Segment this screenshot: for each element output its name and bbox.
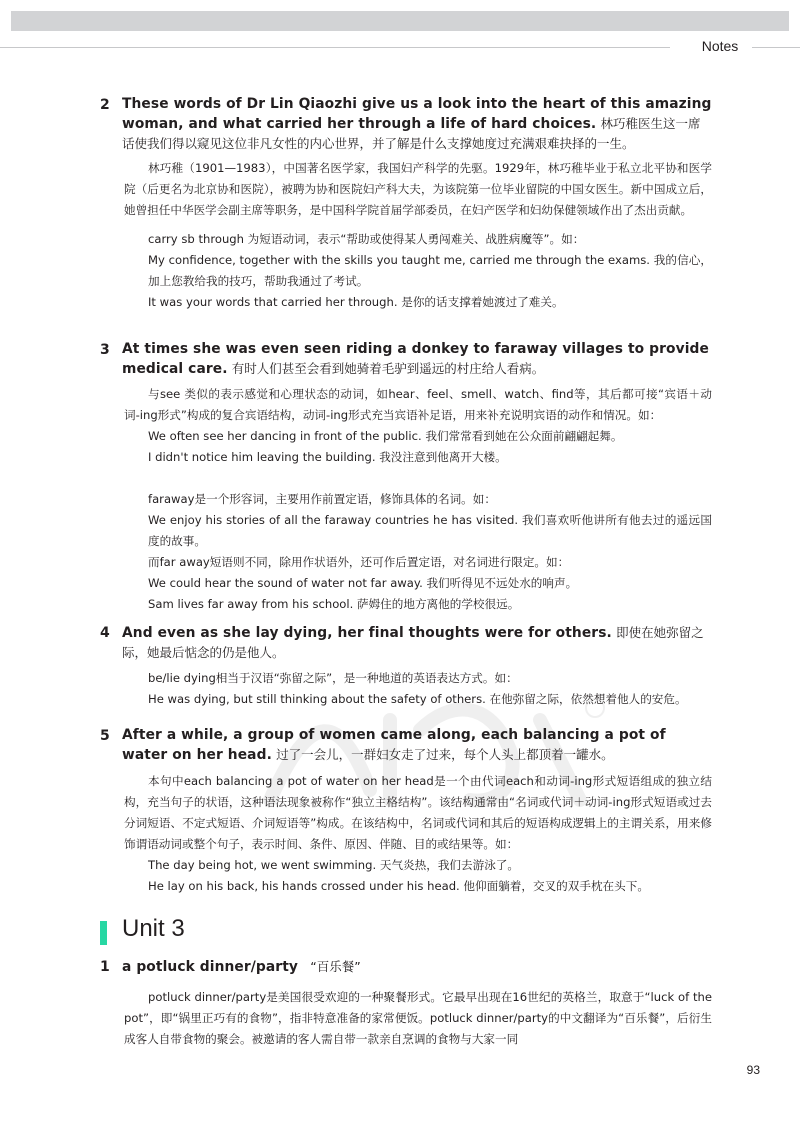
example-sentence: Sam lives far away from his school. 萨姆住的地方离他的学校很远。 — [148, 597, 520, 611]
heading-english: At times she was even seen riding a donkey to faraway villages to provide medical care. — [122, 341, 709, 377]
example-sentence: I didn't notice him leaving the building. 我没注意到他离开大楼。 — [148, 450, 507, 464]
note-item-4 — [100, 623, 712, 663]
paragraph: 而far away短语则不同，除用作状语外，还可作后置定语，对名词进行限定。如： — [148, 555, 570, 569]
unit-item-1 — [100, 957, 712, 977]
heading-english: After a while, a group of women came along, each balancing a pot of water on her head. — [122, 727, 666, 763]
header-rule-right — [752, 47, 800, 48]
item-2-body — [124, 158, 712, 313]
example-sentence: We often see her dancing in front of the public. 我们常常看到她在公众面前翩翩起舞。 — [148, 429, 623, 443]
item-number: 5 — [100, 728, 110, 744]
paragraph: faraway是一个形容词，主要用作前置定语，修饰具体的名词。如： — [148, 492, 496, 506]
heading-english: And even as she lay dying, her final thoughts were for others. — [122, 625, 612, 641]
heading-chinese: “百乐餐” — [310, 959, 361, 974]
paragraph: be/lie dying相当于汉语“弥留之际”，是一种地道的英语表达方式。如： — [148, 671, 518, 685]
item-heading — [122, 623, 712, 663]
item-3-body — [124, 384, 712, 615]
item-heading — [122, 957, 712, 977]
item-heading — [122, 340, 712, 379]
example-sentence: He was dying, but still thinking about the safety of others. 在他弥留之际，依然想着他人的安危。 — [148, 692, 687, 706]
heading-chinese: 过了一会儿，一群妇女走了过来，每个人头上都顶着一罐水。 — [276, 747, 614, 762]
unit-title: Unit 3 — [122, 915, 185, 942]
example-sentence: The day being hot, we went swimming. 天气炎热，我们去游泳了。 — [148, 858, 519, 872]
item-5-body — [124, 771, 712, 897]
heading-english: These words of Dr Lin Qiaozhi give us a look into the heart of this amazing woman, and what carried her through a life of hard choices. — [122, 96, 712, 132]
paragraph: 与see 类似的表示感觉和心理状态的动词，如hear、feel、smell、watch、find等，其后都可接“宾语＋动词-ing形式”构成的复合宾语结构，动词-ing形式充当宾语补足语，用来补充说明宾语的动作和情况。如： — [124, 387, 712, 422]
item-number: 3 — [100, 342, 110, 358]
note-item-3 — [100, 340, 712, 379]
heading-chinese: 林巧稚医生这一席话使我们得以窥见这位非凡女性的内心世界，并了解是什么支撑她度过充满艰难抉择的一生。 — [122, 116, 701, 151]
item-number: 4 — [100, 625, 110, 641]
note-item-5 — [100, 726, 712, 765]
item-heading — [122, 726, 712, 765]
header-rule-left — [0, 47, 670, 48]
item-4-body — [124, 668, 712, 710]
unit-item-1-body — [124, 987, 712, 1050]
paragraph: potluck dinner/party是美国很受欢迎的一种聚餐形式。它最早出现在16世纪的英格兰，取意于“luck of the pot”，即“锅里正巧有的食物”，指非特意准备的家常便饭。potluck dinner/party的中文翻译为“百乐餐”，后衍生成客人自带食物的聚会。被邀请的客人需自带一款亲自烹调的食物与大家一同 — [124, 990, 712, 1046]
item-heading — [122, 95, 712, 154]
top-bar — [11, 11, 789, 31]
example-sentence: We enjoy his stories of all the faraway countries he has visited. 我们喜欢听他讲所有他去过的遥远国度的故事。 — [148, 513, 712, 548]
heading-chinese: 即使在她弥留之际，她最后惦念的仍是他人。 — [122, 625, 704, 660]
paragraph: 林巧稚（1901—1983），中国著名医学家，我国妇产科学的先驱。1929年，林巧稚毕业于私立北平协和医学院（后更名为北京协和医院），被聘为协和医院妇产科大夫，为该院第一位毕业留院的中国女医生。新中国成立后，她曾担任中华医学会副主席等职务，是中国科学院首届学部委员，在妇产医学和妇幼保健领域作出了杰出贡献。 — [124, 161, 712, 217]
paragraph: 本句中each balancing a pot of water on her head是一个由代词each和动词-ing形式短语组成的独立结构，充当句子的状语，这种语法现象被称作“独立主格结构”。该结构通常由“名词或代词＋动词-ing形式短语或过去分词短语、不定式短语、介词短语等”构成。在该结构中，名词或代词和其后的短语构成逻辑上的主谓关系，用来修饰谓语动词或整个句子，表示时间、条件、原因、伴随、目的或结果等。如： — [124, 774, 712, 851]
example-sentence: It was your words that carried her through. 是你的话支撑着她渡过了难关。 — [148, 295, 564, 309]
item-number: 2 — [100, 97, 110, 113]
page-number: 93 — [746, 1063, 760, 1077]
paragraph: carry sb through 为短语动词，表示“帮助或使得某人勇闯难关、战胜病魔等”。如： — [148, 232, 585, 246]
heading-chinese: 有时人们甚至会看到她骑着毛驴到遥远的村庄给人看病。 — [231, 361, 545, 376]
notes-label: Notes — [701, 38, 739, 54]
note-item-2 — [100, 95, 712, 154]
example-sentence: He lay on his back, his hands crossed under his head. 他仰面躺着，交叉的双手枕在头下。 — [148, 879, 649, 893]
example-sentence: My confidence, together with the skills you taught me, carried me through the exams. 我的信心，加上您教给我的技巧，帮助我通过了考试。 — [148, 253, 712, 288]
item-number: 1 — [100, 959, 110, 975]
unit-accent-bar — [100, 921, 107, 945]
heading-english: a potluck dinner/party — [122, 959, 299, 975]
example-sentence: We could hear the sound of water not far away. 我们听得见不远处水的响声。 — [148, 576, 578, 590]
